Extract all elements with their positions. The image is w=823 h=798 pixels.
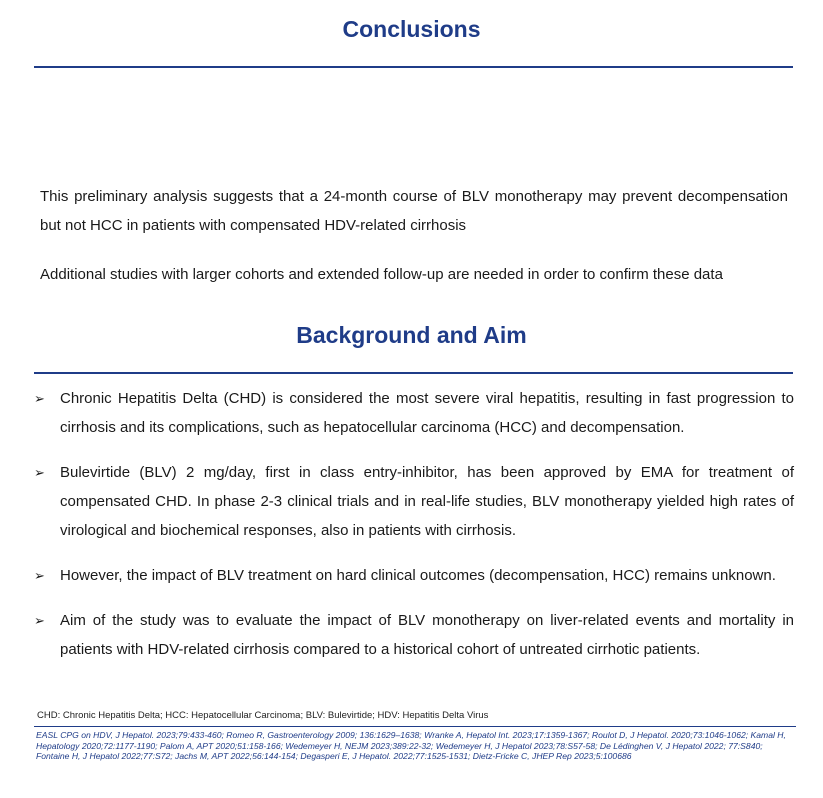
bullet-text: Aim of the study was to evaluate the impact of BLV monotherapy on liver-related events and mortality in patients with HDV-related cirrhosis compared to a historical cohort of untreated cirrhotic patients. <box>60 612 794 658</box>
conclusions-paragraph-1: This preliminary analysis suggests that a 24-month course of BLV monotherapy may prevent decompensation but not HCC in patients with compensated HDV-related cirrhosis <box>40 188 788 234</box>
conclusions-divider <box>34 66 793 68</box>
arrow-bullet-icon: ➢ <box>34 391 45 406</box>
bullet-item-aim <box>34 606 794 664</box>
conclusions-paragraph-2: Additional studies with larger cohorts and extended follow-up are needed in order to confirm these data <box>40 266 723 283</box>
arrow-bullet-icon: ➢ <box>34 613 45 628</box>
bullet-text: Chronic Hepatitis Delta (CHD) is considered the most severe viral hepatitis, resulting in fast progression to cirrhosis and its complications, such as hepatocellular carcinoma (HCC) and decompensation. <box>60 390 794 436</box>
bullet-item-chd <box>34 384 794 442</box>
background-divider <box>34 372 793 374</box>
conclusions-title: Conclusions <box>342 16 481 42</box>
references-divider <box>34 726 796 727</box>
background-bullet-list <box>34 384 794 680</box>
bullet-item-bulevirtide <box>34 458 794 545</box>
background-title: Background and Aim <box>296 322 527 348</box>
arrow-bullet-icon: ➢ <box>34 465 45 480</box>
abbreviations-note: CHD: Chronic Hepatitis Delta; HCC: Hepatocellular Carcinoma; BLV: Bulevirtide; HDV: Hepatitis Delta Virus <box>37 710 489 721</box>
references-text: EASL CPG on HDV, J Hepatol. 2023;79:433-460; Romeo R, Gastroenterology 2009; 136:1629–1638; Wranke A, Hepatol Int. 2023;17:1359-1367; Roulot D, J Hepatol. 2020;73:1046-1062; Kamal H, Hepatology 2020;72:1177-1190; Palom A, APT 2020;51:158-166; Wedemeyer H, NEJM 2023;389:22-32; Wedemeyer H, J Hepatol 2023;78:S57-58; De Lédinghen V, J Hepatol 2022; 77:S840; Fontaine H, J Hepatol 2022;77:S72; Jachs M, APT 2022;56:144-154; Degasperi E, J Hepatol. 2022;77:1525-1531; Dietz-Fricke C, JHEP Rep 2023;5:100686 <box>36 730 786 761</box>
arrow-bullet-icon: ➢ <box>34 568 45 583</box>
bullet-text: However, the impact of BLV treatment on hard clinical outcomes (decompensation, HCC) remains unknown. <box>60 567 776 584</box>
bullet-text: Bulevirtide (BLV) 2 mg/day, first in class entry-inhibitor, has been approved by EMA for treatment of compensated CHD. In phase 2-3 clinical trials and in real-life studies, BLV monotherapy yielded high rates of virological and biochemical responses, also in patients with cirrhosis. <box>60 464 794 539</box>
bullet-item-impact <box>34 561 794 590</box>
